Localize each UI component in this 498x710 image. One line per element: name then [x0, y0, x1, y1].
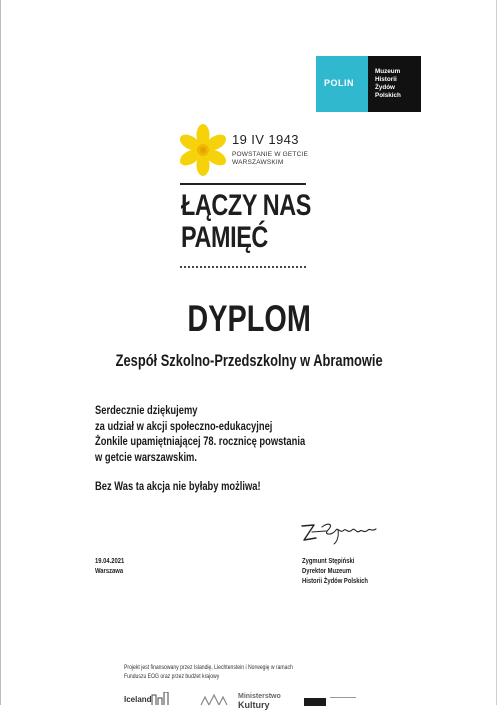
campaign-subtitle-line: POWSTANIE W GETCIE: [232, 151, 309, 158]
thanks-line: Serdecznie dziękujemy: [95, 403, 198, 417]
thanks-line: w getcie warszawskim.: [95, 449, 197, 464]
campaign-slogan: [181, 190, 348, 254]
polin-brand-text: POLIN: [324, 78, 355, 88]
thanks-line: za udział w akcji społeczno-edukacyjnej: [95, 418, 273, 433]
polin-line: Muzeum: [375, 68, 401, 75]
funding-line: Projekt jest finansowany przez Islandię, Liechtenstein i Norwegię w ramach: [124, 664, 293, 671]
campaign-date: 19 IV 1943: [232, 132, 299, 147]
funding-note: [124, 664, 340, 681]
ministry-line: Ministerstwo: [238, 693, 281, 700]
issue-date-place: [95, 556, 133, 576]
closing-text: Bez Was ta akcja nie byłaby możliwa!: [95, 479, 261, 493]
campaign-slogan-line: PAMIĘĆ: [181, 221, 268, 254]
polin-logo: [316, 56, 421, 112]
campaign-dotted-divider: [180, 266, 306, 268]
polin-line: Historii: [375, 76, 397, 83]
handwritten-signature: [298, 518, 380, 548]
signer-block: [302, 556, 387, 586]
signer-title-line: Historii Żydów Polskich: [302, 576, 368, 585]
campaign-slogan-line: ŁĄCZY NAS: [181, 189, 311, 222]
issue-place: Warszawa: [95, 566, 124, 575]
polin-brand-block: [316, 56, 368, 112]
funding-line: Funduszu EOG oraz przez budżet krajowy: [124, 672, 220, 680]
diploma-title: DYPLOM: [187, 298, 311, 339]
partner-logo-rule: [330, 697, 356, 698]
campaign-subtitle: [232, 151, 308, 166]
issue-date: 19.04.2021: [95, 556, 125, 565]
polin-museum-name: [368, 56, 421, 112]
ministry-line: Kultury: [238, 700, 270, 710]
thanks-line: Żonkile upamiętniającej 78. rocznicę powstania: [95, 434, 306, 448]
polin-line: Polskich: [375, 92, 401, 99]
partner-logo: [304, 698, 326, 706]
daffodil-icon: [178, 124, 228, 176]
iceland-logo-text: Iceland: [124, 695, 152, 704]
signer-name: Zygmunt Stępiński: [302, 556, 355, 565]
eea-grants-icon: [151, 692, 169, 706]
campaign-subtitle-line: WARSZAWSKIM: [232, 158, 284, 166]
signer-title-line: Dyrektor Muzeum: [302, 566, 352, 575]
ministry-emblem-icon: [199, 693, 229, 706]
campaign-rule: [180, 183, 306, 185]
recipient-name: Zespół Szkolno-Przedszkolny w Abramowie: [115, 352, 383, 370]
thanks-text: [95, 403, 364, 465]
ministry-logo-text: [238, 693, 281, 709]
polin-line: Żydów: [375, 84, 395, 91]
